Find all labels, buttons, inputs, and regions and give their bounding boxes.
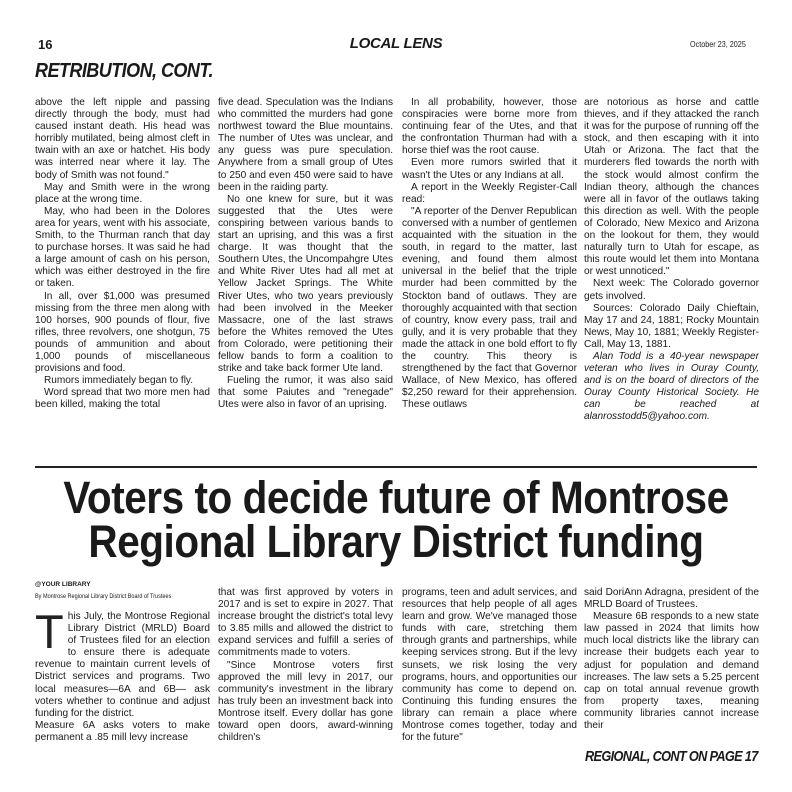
section-divider (35, 466, 757, 468)
byline: By Montrose Regional Library District Board of Trustees (35, 593, 172, 600)
story2-column-2 (218, 587, 393, 761)
paragraph: Even more rumors swirled that it wasn't the Utes or any Indians at all. (402, 157, 577, 181)
story-kicker: RETRIBUTION, CONT. (35, 60, 213, 82)
headline-line-1: Voters to decide future of Montrose (63, 472, 729, 523)
story2-column-1 (35, 611, 210, 761)
paragraph: "Since Montrose voters first approved the mill levy in 2017, our community's investment in the library has truly been an investment back into Montrose itself. Every dollar has gone toward open doors, award-winning children's (218, 659, 393, 744)
paragraph: programs, teen and adult services, and resources that help people of all ages learn and grow. We've managed those funds with care, stretching them through grants and partnerships, while keeping services strong. But if the levy sunsets, we risk losing the very programs, hours, and opportunities our community has come to depend on. Continuing this funding ensures the library can remain a place where Montrose comes together, today and for the future" (402, 587, 577, 744)
lead-paragraph: his July, the Montrose Regional Library District (MRLD) Board of Trustees filed for an election to ensure there is adequate revenue to maintain current levels of District services and programs. Two local measures—6A and 6B— ask voters whether to continue and adjust funding for the district. (35, 611, 210, 719)
paragraph: Fueling the rumor, it was also said that some Paiutes and "renegade" Utes were also in favor of an uprising. (218, 375, 393, 411)
paragraph: said DoriAnn Adragna, president of the MRLD Board of Trustees. (584, 587, 759, 611)
story2-column-3 (402, 587, 577, 761)
paragraph: "A reporter of the Denver Republican conversed with a number of gentlemen acquainted with the situation in the south, in regard to the matter, last evening, and found them almost universal in the belief that the triple murder had been committed by the Stockton band of outlaws. They are thoroughly acquainted with that section of country, know every pass, trail and gully, and it is very probable that they made the attack in one bold effort to fly the country. This theory is strengthened by the fact that Governor Wallace, of New Mexico, has offered $2,250 reward for their apprehension. These outlaws (402, 205, 577, 411)
story1-column-4-text (584, 97, 759, 351)
story1-column-1 (35, 97, 210, 459)
story1-column-2 (218, 97, 393, 459)
paragraph: Measure 6B responds to a new state law passed in 2024 that limits how much local districts like the library can increase their budgets each year to adjust for population and demand increases. The law sets a 5.25 percent cap on total annual revenue growth from property taxes, meaning community libraries cannot increase their (584, 611, 759, 732)
headline-line-2: Regional Library District funding (88, 516, 704, 567)
paragraph: five dead. Speculation was the Indians who committed the murders had gone northwest toward the Blue mountains. The number of Utes was unclear, and any guess was pure speculation. Anywhere from a small group of Utes to 250 and even 450 were said to have been in the raiding party. (218, 97, 393, 193)
paragraph: Sources: Colorado Daily Chieftain, May 17 and 24, 1881; Rocky Mountain News, May 10, 1881; Weekly Register-Call, May 13, 1881. (584, 302, 759, 350)
story1-column-3 (402, 97, 577, 459)
paragraph: May and Smith were in the wrong place at the wrong time. (35, 181, 210, 205)
column-rubric: @YOUR LIBRARY (35, 581, 91, 588)
paragraph: are notorious as horse and cattle thieves, and if they attacked the ranch it was for the purpose of running off the stock, and then escaping with it into Utah or Arizona. The fact that the murderers fled towards the north with the stock would almost confirm the Indian theory, although the chances were all in favor of the outlaws taking this direction as well. With the people of Colorado, New Mexico and Arizona on the lookout for them, they would naturally turn to Utah for escape, as this route would let them into Montana or west unnoticed." (584, 97, 759, 278)
paragraph: Word spread that two more men had been killed, making the total (35, 387, 210, 411)
page-number: 16 (38, 37, 53, 52)
paragraph: No one knew for sure, but it was suggested that the Utes were conspiring between various bands to start an uprising, and this was a first charge. It was thought that the Southern Utes, the Uncompahgre Utes and White River Utes had all met at Yellow Jacket Springs. The White River Utes, who two years previously had been involved in the Meeker Massacre, one of the last straws before the Whites removed the Utes from Colorado, were petitioning their fellow bands to form a coalition to strike and take back former Ute land. (218, 193, 393, 375)
section-title: LOCAL LENS (349, 35, 443, 52)
paragraph: In all, over $1,000 was presumed missing from the three men along with 100 horses, 900 pounds of flour, five rifles, three revolvers, one shotgun, 75 pounds of ammunition and about 1,000 pounds of miscellaneous provisions and food. (35, 290, 210, 375)
story2-column-1-text (35, 720, 210, 744)
author-bio: Alan Todd is a 40-year newspaper veteran who lives in Ouray County, and is on the board of directors of the Ouray County Historical Society. He can be reached at alanrosstodd5@yahoo.com. (584, 350, 759, 423)
paragraph: Rumors immediately began to fly. (44, 375, 194, 387)
paragraph: Measure 6A asks voters to make permanent a .85 mill levy increase (35, 719, 210, 743)
issue-date: October 23, 2025 (690, 39, 746, 49)
paragraph: above the left nipple and passing directly through the body, must had caused instant death. His head was horribly mutilated, being almost cleft in twain with an axe or hatchet. His body was interred near where it lay. The body of Smith was not found." (35, 97, 210, 181)
drop-cap: T (35, 611, 64, 658)
paragraph: May, who had been in the Dolores area for years, went with his associate, Smith, to the Thurman ranch that day to purchase horses. It was said he had a large amount of cash on his person, which was either destroyed in the fire or taken. (35, 205, 210, 290)
story2-column-4 (584, 587, 759, 737)
paragraph: A report in the Weekly Register-Call read: (402, 181, 577, 205)
paragraph: In all probability, however, those conspiracies were borne more from continuing fear of the Utes, and that the confrontation Thurman had with a horse thief was the root cause. (402, 97, 577, 157)
story1-column-4 (584, 97, 759, 459)
paragraph: that was first approved by voters in 2017 and is set to expire in 2027. That increase brought the district's total levy to 3.85 mills and allowed the district to expand services and fulfill a series of commitments made to voters. (218, 587, 393, 659)
continued-on-jump[interactable]: REGIONAL, CONT ON PAGE 17 (585, 748, 758, 765)
paragraph: Next week: The Colorado governor gets involved. (584, 278, 759, 302)
